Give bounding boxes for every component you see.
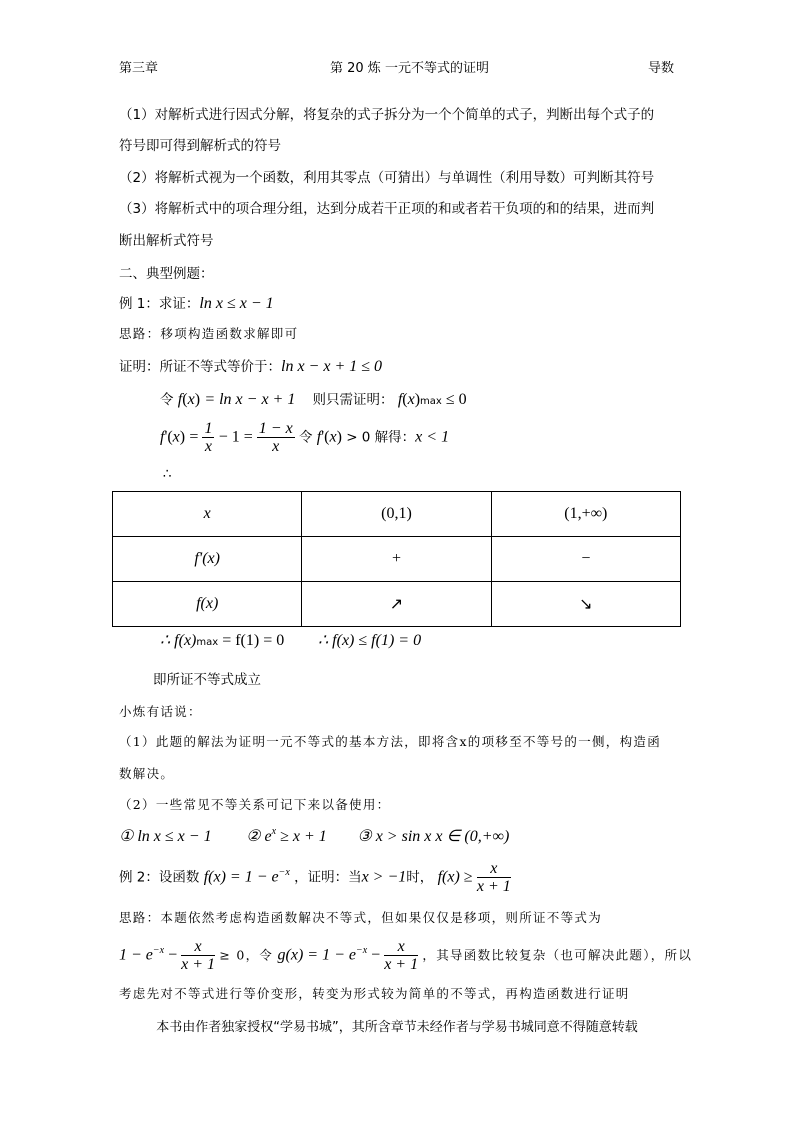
footer-copyright: 本书由作者独家授权“学易书城”，其所含章节未经作者与学易书城同意不得随意转载 [156, 1020, 638, 1035]
table-cell: f'(x) [113, 537, 302, 582]
example-2-idea-line-2: $1 - e^{-x}$ − $\frac{x}{x + 1}$ ≥ 0，令 $g(x) = 1 - e^{-x}$ − $\frac{x}{x + 1}$ ，其导函数比较复杂（也可解决此题），所以 [119, 938, 693, 973]
method-3-line-2: 断出解析式符号 [119, 233, 214, 249]
table-cell: f(x) [113, 582, 302, 627]
example-2-idea-line-3: 考虑先对不等式进行等价变形，转变为形式较为简单的不等式，再构造函数进行证明 [119, 986, 630, 1001]
example-1-derivative: f'(x) = $\frac{1}{x}$ − 1 = $\frac{1 - x}{x}$ 令 f'(x) > 0 解得：x < 1 [160, 420, 450, 455]
notes-title: 小炼有话说： [119, 704, 202, 719]
example-1-proof-start: 证明：所证不等式等价于：ln x − x + 1 ≤ 0 [119, 358, 383, 375]
note-2: （2）一些常见不等关系可记下来以备使用： [119, 797, 391, 812]
example-1-define-f: 令 f(x) = ln x − x + 1 则只需证明： f(x)max ≤ 0 [160, 391, 467, 408]
table-cell: (0,1) [302, 492, 491, 537]
example-1-idea: 思路：移项构造函数求解即可 [119, 326, 299, 341]
section-title: 二、典型例题： [119, 266, 214, 282]
example-1-conclusion-max: ∴ f(x)max = f(1) = 0 [160, 632, 285, 649]
table-cell: ↗ [302, 582, 491, 627]
table-cell: + [302, 537, 491, 582]
method-1-line-1: （1）对解析式进行因式分解，将复杂的式子拆分为一个个简单的式子，判断出每个式子的 [119, 107, 655, 123]
example-1-conclusion-bound: ∴ f(x) ≤ f(1) = 0 [318, 632, 422, 649]
table-cell: (1,+∞) [491, 492, 680, 537]
therefore-symbol: ∴ [163, 466, 172, 482]
method-3-line-1: （3）将解析式中的项合理分组，达到分成若干正项的和或者若干负项的和的结果，进而判 [119, 201, 655, 217]
table-row [113, 537, 681, 582]
example-2-idea-line-1: 思路：本题依然考虑构造函数解决不等式，但如果仅仅是移项，则所证不等式为 [119, 910, 603, 925]
table-cell: x [113, 492, 302, 537]
example-2-statement: 例 2：设函数 $f(x) = 1 - e^{-x}$ ，证明：当x > −1时， f(x) ≥ $\frac{x}{x + 1}$ [119, 860, 511, 895]
method-1-line-2: 符号即可得到解析式的符号 [119, 138, 281, 154]
common-inequalities [119, 826, 509, 846]
example-1-final: 即所证不等式成立 [153, 672, 261, 688]
table-row [113, 492, 681, 537]
monotonicity-table [112, 491, 681, 627]
inequality-2: ② $e^x \ge x + 1$ [246, 826, 327, 845]
inequality-3: ③ x > sin x x ∈ (0,+∞) [357, 828, 510, 845]
header-section: 导数 [648, 61, 675, 76]
method-2: （2）将解析式视为一个函数，利用其零点（可猜出）与单调性（利用导数）可判断其符号 [119, 170, 655, 186]
inequality-1: ① ln x ≤ x − 1 [119, 828, 212, 845]
table-cell: ↘ [491, 582, 680, 627]
table-cell: − [491, 537, 680, 582]
note-1-line-1: （1）此题的解法为证明一元不等式的基本方法，即将含x的项移至不等号的一侧，构造函 [119, 734, 662, 749]
note-1-line-2: 数解决。 [119, 766, 175, 781]
table-row [113, 582, 681, 627]
header-chapter: 第三章 [119, 61, 159, 76]
header-title: 第 20 炼 一元不等式的证明 [330, 61, 489, 76]
example-1-statement: 例 1：求证：ln x ≤ x − 1 [119, 295, 274, 312]
